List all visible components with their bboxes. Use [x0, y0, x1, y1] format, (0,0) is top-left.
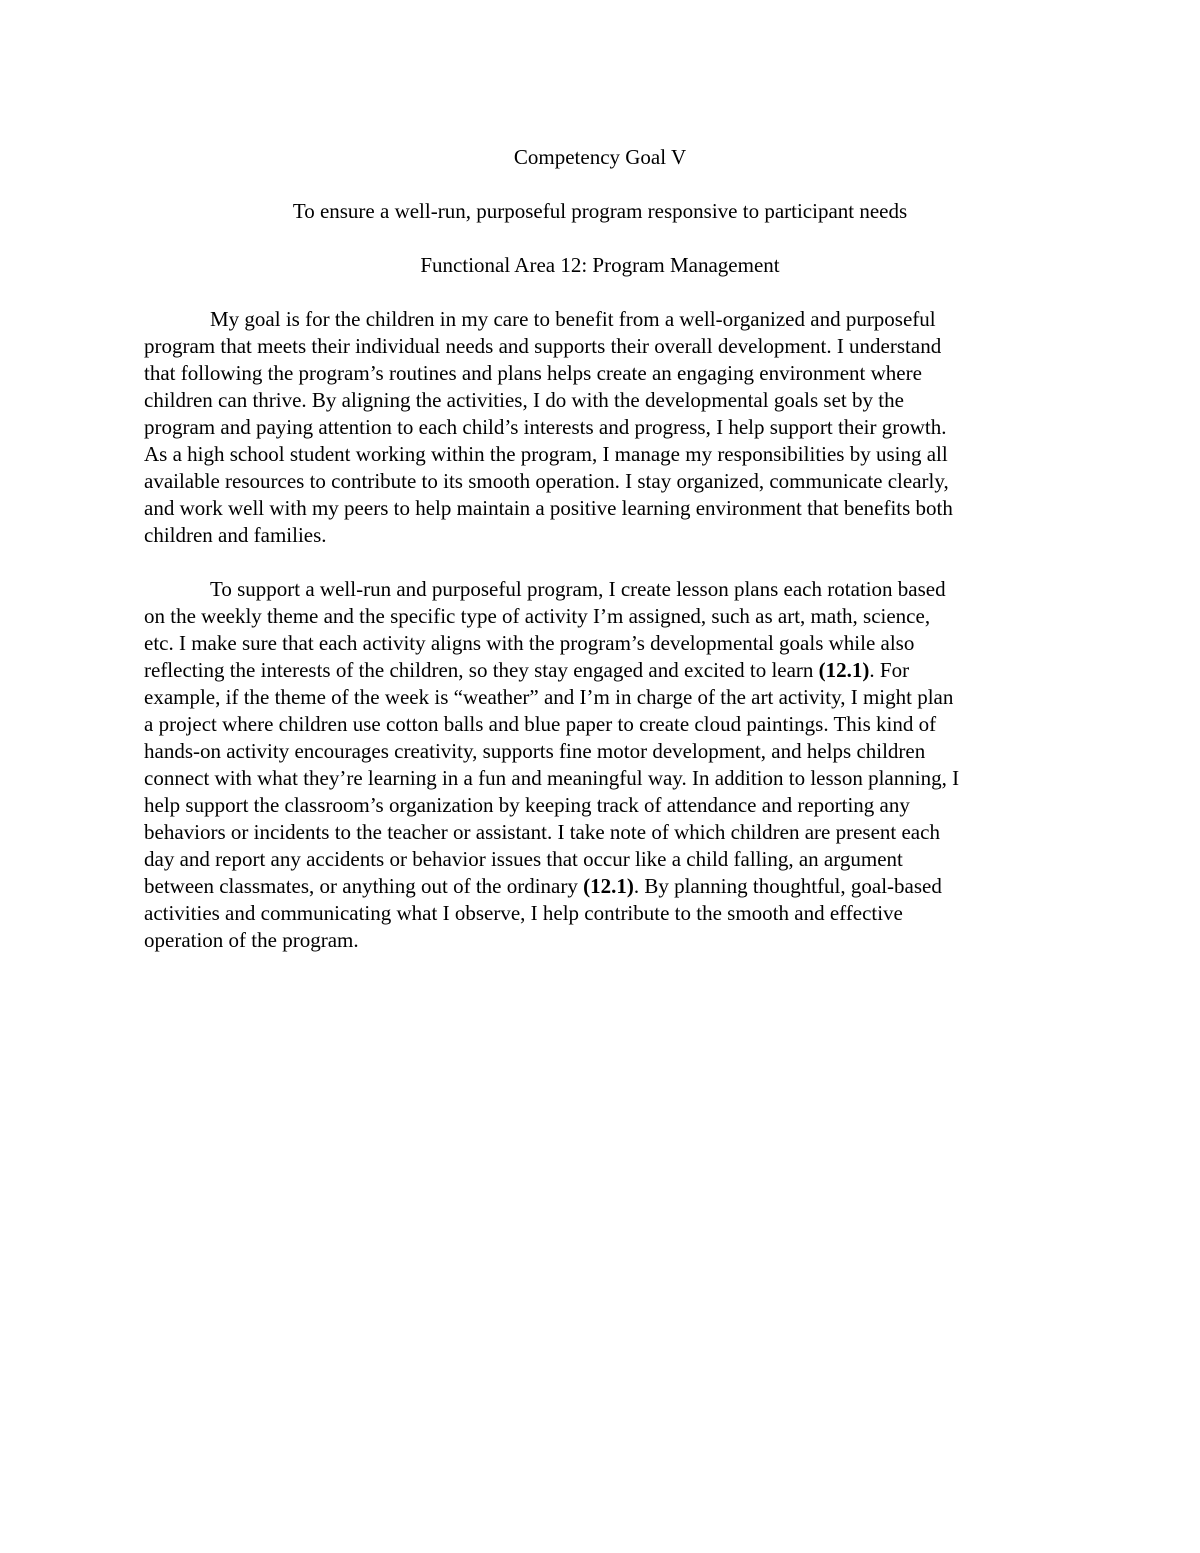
line-text: reflecting the interests of the children, so they stay engaged and excited to learn [144, 658, 819, 682]
page-title: Competency Goal V [513, 145, 687, 169]
paragraph-line: children can thrive. By aligning the activities, I do with the developmental goals set by the [144, 388, 904, 412]
paragraph-line: a project where children use cotton balls and blue paper to create cloud paintings. This kind of [144, 712, 937, 736]
paragraph-line: activities and communicating what I observe, I help contribute to the smooth and effective [144, 901, 903, 925]
paragraph-line: To support a well-run and purposeful program, I create lesson plans each rotation based [210, 577, 946, 601]
paragraph-line [144, 873, 1060, 900]
paragraph-line: As a high school student working within the program, I manage my responsibilities by using all [144, 442, 948, 466]
paragraph-line: connect with what they’re learning in a fun and meaningful way. In addition to lesson planning, I [144, 766, 960, 790]
paragraph-support [144, 576, 1060, 954]
page-subtitle: To ensure a well-run, purposeful program responsive to participant needs [292, 199, 908, 223]
paragraph-line: example, if the theme of the week is “weather” and I’m in charge of the art activity, I might plan [144, 685, 954, 709]
paragraph-line: on the weekly theme and the specific type of activity I’m assigned, such as art, math, science, [144, 604, 931, 628]
functional-area-heading: Functional Area 12: Program Management [420, 253, 780, 277]
paragraph-goal [144, 306, 1060, 549]
paragraph-line: help support the classroom’s organization by keeping track of attendance and reporting any [144, 793, 910, 817]
paragraph-line: etc. I make sure that each activity aligns with the program’s developmental goals while also [144, 631, 915, 655]
paragraph-line: My goal is for the children in my care to benefit from a well-organized and purposeful [210, 307, 936, 331]
paragraph-line: hands-on activity encourages creativity, supports fine motor development, and helps children [144, 739, 926, 763]
paragraph-line: program that meets their individual needs and supports their overall development. I understand [144, 334, 942, 358]
citation-reference: (12.1) [583, 874, 634, 898]
line-text: . For [869, 658, 910, 682]
line-text: between classmates, or anything out of the ordinary [144, 874, 584, 898]
paragraph-line [144, 657, 1060, 684]
line-text: . By planning thoughtful, goal-based [633, 874, 942, 898]
paragraph-line: available resources to contribute to its smooth operation. I stay organized, communicate clearly, [144, 469, 949, 493]
paragraph-line: day and report any accidents or behavior issues that occur like a child falling, an argument [144, 847, 903, 871]
paragraph-line: operation of the program. [144, 928, 359, 952]
paragraph-line: behaviors or incidents to the teacher or assistant. I take note of which children are present each [144, 820, 940, 844]
paragraph-line: program and paying attention to each child’s interests and progress, I help support their growth. [144, 415, 947, 439]
paragraph-line: children and families. [144, 523, 327, 547]
citation-reference: (12.1) [818, 658, 870, 682]
paragraph-line: and work well with my peers to help maintain a positive learning environment that benefits both [144, 496, 953, 520]
paragraph-line: that following the program’s routines and plans helps create an engaging environment where [144, 361, 922, 385]
